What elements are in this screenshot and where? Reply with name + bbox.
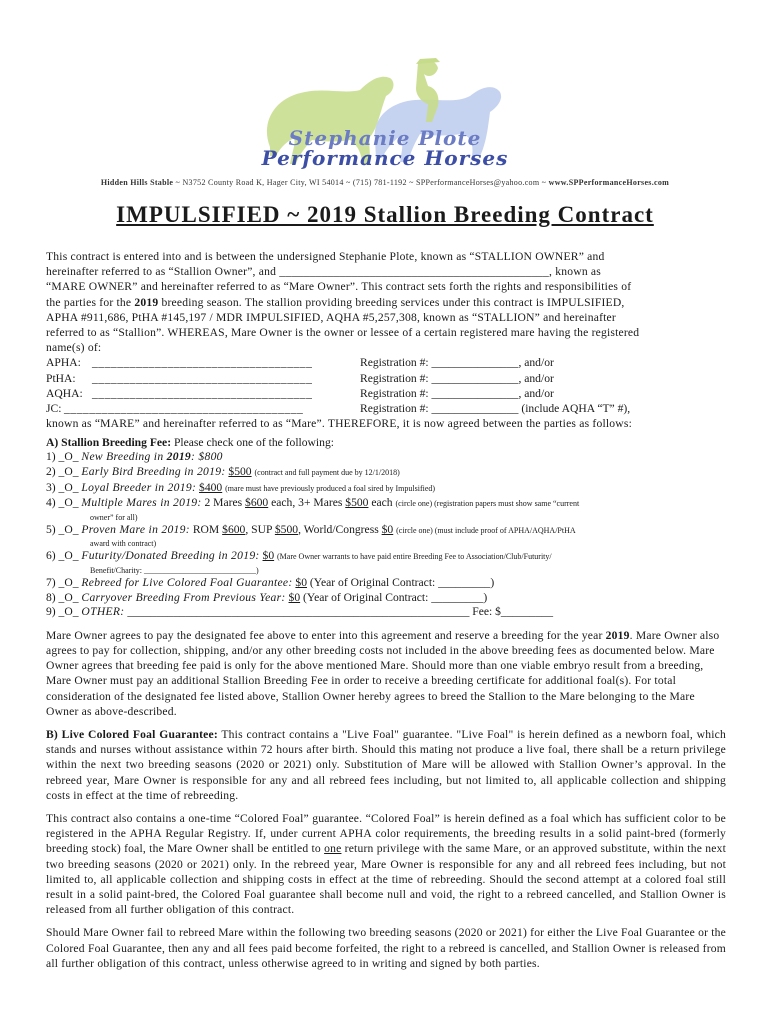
contract-body	[46, 249, 726, 971]
fee-option-4[interactable]: 4) _O_ Multiple Mares in 2019: 2 Mares $600 each, 3+ Mares $500 each (circle one) (registration papers must show same “current	[46, 496, 580, 510]
colored-foal-paragraph: This contract also contains a one-time “Colored Foal” guarantee. “Colored Foal” is herein defined as a foal which has sufficient color to be registered in the APHA Regular Registry. If, under current APHA color requirements, the breeding results in a solid paint-bred (formerly breeding stock) foal, the Mare Owner shall be entitled to one return privilege with the same Mare, or an approved substitute, within the next two breeding seasons (2020 or 2021) only. In the rebreed year, Mare Owner is responsible for any and all rebreed fees including, but not limited to, all applicable collection and shipping costs in effect at the time of rebreeding. Should the second attempt at a colored foal still result in a solid paint-bred, the Colored Foal guarantee shall become null and void, the right to a rebreed cancelled, and Stallion Owner is released from all further obligation of this contract.	[46, 812, 726, 917]
registration-row-ptha[interactable]: PtHA: ___________________________________ Registration #: _______________, and/or	[46, 371, 554, 385]
known-as-line: known as “MARE” and hereinafter referred to as “Mare”. THEREFORE, it is now agreed between the parties as follows:	[46, 417, 632, 431]
fee-option-2[interactable]: 2) _O_ Early Bird Breeding in 2019: $500 (contract and full payment due by 12/1/2018)	[46, 465, 400, 479]
fee-option-5[interactable]: 5) _O_ Proven Mare in 2019: ROM $600, SUP $500, World/Congress $0 (circle one) (must include proof of APHA/AQHA/PtHA	[46, 522, 576, 536]
page-title: IMPULSIFIED ~ 2019 Stallion Breeding Contract	[116, 202, 654, 227]
brand-name-line2: Performance Horses	[261, 146, 509, 170]
website-link[interactable]: www.SPPerformanceHorses.com	[548, 178, 670, 187]
intro-line: name(s) of:	[46, 341, 102, 355]
brand-name-line1: Stephanie Plote	[288, 126, 482, 150]
rebreed-failure-paragraph: Should Mare Owner fail to rebreed Mare within the following two breeding seasons (2020 or 2021) for either the Live Foal Guarantee or the Colored Foal Guarantee, then any and all fees paid become forfeited, the right to a rebreed is cancelled, and Stallion Owner is released from all further obligation of this contract, unless otherwise agreed to in writing and signed by both parties.	[46, 926, 727, 970]
fee-heading: A) Stallion Breeding Fee: Please check one of the following:	[46, 436, 334, 450]
registration-row-aqha[interactable]: AQHA: ___________________________________ Registration #: _______________, and/or	[46, 386, 554, 400]
season-year: 2019	[134, 295, 159, 309]
live-foal-heading: B) Live Colored Foal Guarantee:	[46, 728, 218, 741]
fee-option-6[interactable]: 6) _O_ Futurity/Donated Breeding in 2019: $0 (Mare Owner warrants to have paid entire Breeding Fee to Association/Club/Futurity/	[46, 549, 552, 563]
agreement-paragraph: Mare Owner agrees to pay the designated fee above to enter into this agreement and reserve a breeding for the year 2019. Mare Owner also agrees to pay for collection, shipping, and/or any other breeding costs not included in the above breeding fees as documented below. Mare Owner agrees that breeding fee paid is only for the above mentioned Mare. Should more than one viable embryo result from a breeding, Mare Owner must pay an additional Stallion Breeding Fee in order to receive a breeding certificate for additional foal(s). For total consideration of the designated fee listed above, Stallion Owner hereby agrees to breed the Stallion to the Mare belonging to the Mare Owner as above-described.	[46, 628, 720, 718]
intro-line: This contract is entered into and is between the undersigned Stephanie Plote, known as “STALLION OWNER” and	[46, 250, 605, 263]
intro-line: “MARE OWNER” and hereinafter referred to as “Mare Owner”. This contract sets forth the rights and responsibilities of	[46, 280, 632, 294]
fee-option-5-note: award with contract)	[90, 539, 157, 549]
fee-option-4-note: owner” for all)	[90, 512, 138, 522]
intro-line: APHA #911,686, PtHA #145,197 / MDR IMPULSIFIED, AQHA #5,257,308, known as “STALLION” and hereinafter	[46, 310, 616, 324]
fee-option-1[interactable]: 1) _O_ New Breeding in 2019: $800	[46, 450, 223, 464]
intro-line: hereinafter referred to as “Stallion Owner”, and _____________________________________________, known as	[46, 265, 601, 279]
fee-option-6-note: Benefit/Charity: ____________________________)	[90, 566, 259, 575]
farm-name: Hidden Hills Stable	[100, 178, 174, 187]
live-foal-paragraph: B) Live Colored Foal Guarantee: This contract contains a "Live Foal" guarantee. "Live Foal" is herein defined as a newborn foal, which stands and nurses without assistance within 72 hours after birth. Should this mating not produce a live foal, there shall be a return privilege within the next two breeding seasons (2020 or 2021) only. Substitution of Mare will be allowed with Stallion Owner’s approval. In the rebreed year, Mare Owner is responsible for any and all rebreed fees including, but not limited to, all applicable collection and shipping costs in effect at the time of rebreeding.	[46, 728, 726, 802]
fee-option-8[interactable]: 8) _O_ Carryover Breeding From Previous Year: $0 (Year of Original Contract: _________)	[46, 590, 488, 604]
contact-line	[0, 178, 770, 187]
fee-option-9[interactable]: 9) _O_ OTHER: ___________________________________________________________ Fee: $_________	[46, 605, 554, 619]
intro-line: referred to as “Stallion”. WHEREAS, Mare Owner is the owner or lessee of a certain registered mare having the registered	[46, 326, 640, 340]
registration-row-apha[interactable]: APHA: ___________________________________ Registration #: _______________, and/or	[46, 356, 554, 370]
registration-row-jc[interactable]: JC: ______________________________________ Registration #: _______________ (include AQHA “T” #),	[46, 402, 631, 416]
intro-line: the parties for the 2019 breeding season. The stallion providing breeding services under this contract is IMPULSIFIED,	[46, 295, 625, 309]
fee-option-3[interactable]: 3) _O_ Loyal Breeder in 2019: $400 (mare must have previously produced a foal sired by Impulsified)	[46, 480, 436, 494]
fee-option-7[interactable]: 7) _O_ Rebreed for Live Colored Foal Guarantee: $0 (Year of Original Contract: _________)	[46, 576, 495, 589]
contact-details: ~ N3752 County Road K, Hager City, WI 54014 ~ (715) 781-1192 ~ SPPerformanceHorses@yahoo.com ~	[175, 178, 547, 187]
